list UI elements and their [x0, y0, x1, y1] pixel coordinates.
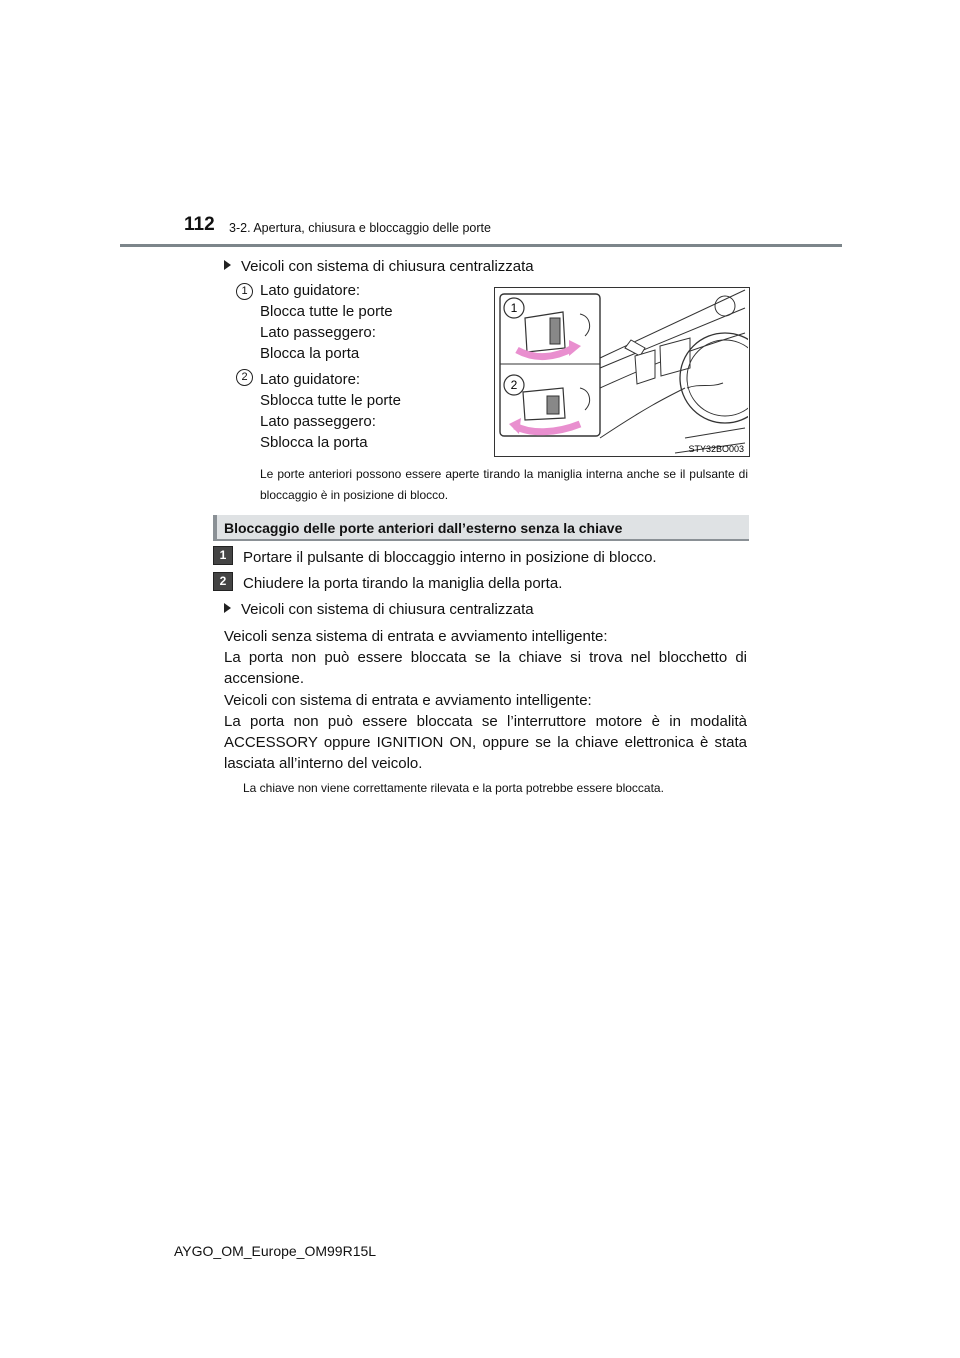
central-locking-heading [224, 256, 534, 277]
item-2-line: Sblocca la porta [260, 434, 368, 451]
paragraph-2-title: Veicoli con sistema di entrata e avviamento intelligente: [224, 692, 592, 709]
callout-2-label: 2 [510, 378, 518, 392]
item-2-text [260, 369, 401, 453]
footer-doc-code: AYGO_OM_Europe_OM99R15L [174, 1243, 377, 1259]
outside-lock-note: La chiave non viene correttamente rilevata e la porta potrebbe essere bloccata. [243, 781, 664, 795]
item-1-text [260, 280, 393, 364]
callout-2-marker: 2 [236, 369, 253, 386]
callout-1-label: 1 [510, 301, 518, 315]
paragraph-1-title: Veicoli senza sistema di entrata e avviamento intelligente: [224, 628, 608, 645]
callout-1-marker: 1 [236, 283, 253, 300]
step-1-text: Portare il pulsante di bloccaggio interno in posizione di blocco. [243, 549, 657, 566]
heading-text: Veicoli con sistema di chiusura centralizzata [241, 258, 534, 275]
illustration-drawing [495, 288, 748, 455]
step-2-marker: 2 [213, 572, 233, 591]
outside-lock-subheading [224, 599, 534, 620]
step-1-marker: 1 [213, 546, 233, 565]
header-rule [120, 244, 842, 247]
item-1-line: Blocca la porta [260, 345, 360, 362]
section-banner-title: Bloccaggio delle porte anteriori dall’esterno senza la chiave [224, 520, 623, 536]
item-2-line: Sblocca tutte le porte [260, 392, 401, 409]
item-1-line: Lato guidatore: [260, 282, 361, 299]
paragraph-2 [224, 690, 747, 774]
step-2-text: Chiudere la porta tirando la maniglia della porta. [243, 575, 563, 592]
item-1-line: Lato passeggero: [260, 324, 376, 341]
triangle-bullet-icon [224, 260, 231, 270]
section-title: 3-2. Apertura, chiusura e bloccaggio delle porte [229, 221, 491, 235]
page-number: 112 [184, 214, 215, 235]
subheading-text: Veicoli con sistema di chiusura centralizzata [241, 601, 534, 618]
paragraph-2-body: La porta non può essere bloccata se l’interruttore motore è in modalità ACCESSORY oppure IGNITION ON, oppure se la chiave elettronica è stata lasciata all’interno del veicolo. [224, 713, 747, 772]
illustration-code: STY32BO003 [688, 444, 744, 454]
paragraph-1-body: La porta non può essere bloccata se la chiave si trova nel blocchetto di accensione. [224, 649, 747, 687]
item-2-line: Lato passeggero: [260, 413, 376, 430]
item-1-line: Blocca tutte le porte [260, 303, 393, 320]
paragraph-1 [224, 626, 747, 689]
item-2-line: Lato guidatore: [260, 371, 361, 388]
central-locking-note: Le porte anteriori possono essere aperte tirando la maniglia interna anche se il pulsante di bloccaggio è in posizione di blocco. [260, 467, 748, 502]
triangle-bullet-icon [224, 603, 231, 613]
door-lock-illustration [494, 287, 750, 457]
